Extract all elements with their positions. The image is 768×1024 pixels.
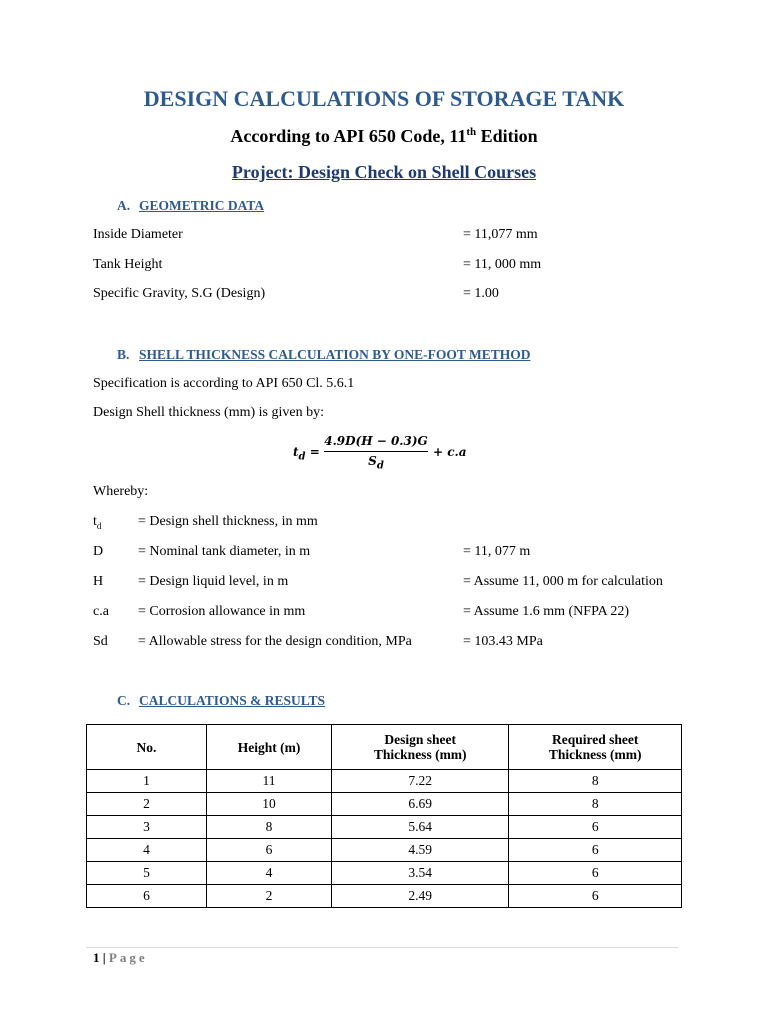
table-row [87, 793, 682, 816]
whereby-label: Whereby: [93, 484, 149, 499]
formula-lhs-symbol: t [293, 445, 299, 459]
def-symbol-td [93, 514, 101, 531]
table-header-row [87, 725, 682, 770]
geo-value-diameter: = 11,077 mm [463, 227, 538, 242]
project-title: Project: Design Check on Shell Courses [231, 162, 537, 182]
subtitle-suffix: Edition [476, 126, 538, 146]
formula-tail: + c.a [433, 445, 467, 459]
section-c-heading [117, 693, 325, 709]
def-desc-h: = Design liquid level, in m [138, 574, 289, 589]
cell-height: 6 [206, 839, 331, 862]
formula-den-symbol: S [368, 454, 377, 468]
cell-height: 11 [206, 770, 331, 793]
section-a-heading [117, 198, 264, 214]
def-value-h: = Assume 11, 000 m for calculation [463, 574, 663, 589]
cell-no: 1 [87, 770, 207, 793]
table-row [87, 839, 682, 862]
def-symbol-ca: c.a [93, 604, 109, 619]
document-title: DESIGN CALCULATIONS OF STORAGE TANK [143, 86, 625, 111]
cell-design: 2.49 [332, 885, 509, 908]
geo-label-height: Tank Height [93, 257, 163, 272]
cell-height: 10 [206, 793, 331, 816]
formula-equals: = [305, 445, 320, 459]
section-b-heading [117, 347, 530, 363]
formula-intro: Design Shell thickness (mm) is given by: [93, 405, 324, 420]
cell-design: 4.59 [332, 839, 509, 862]
header-height: Height (m) [206, 725, 331, 770]
cell-height: 4 [206, 862, 331, 885]
formula-denominator [324, 454, 428, 471]
def-symbol-td-main: t [93, 514, 97, 529]
cell-design: 6.69 [332, 793, 509, 816]
def-value-ca: = Assume 1.6 mm (NFPA 22) [463, 604, 630, 619]
formula-numerator [324, 434, 428, 448]
formula-numerator-text: 4.9D(H − 0.3)G [324, 434, 428, 448]
table-row [87, 816, 682, 839]
section-a-title: GEOMETRIC DATA [139, 198, 265, 213]
cell-design: 7.22 [332, 770, 509, 793]
formula-fraction-bar [324, 451, 428, 452]
def-symbol-d: D [93, 544, 104, 559]
def-desc-ca: = Corrosion allowance in mm [138, 604, 306, 619]
subtitle-sup: th [466, 126, 477, 138]
def-desc-td: = Design shell thickness, in mm [138, 514, 318, 529]
results-table [86, 724, 682, 908]
footer-separator: | [99, 950, 109, 965]
header-design-thickness: Design sheet Thickness (mm) [332, 725, 509, 770]
cell-required: 6 [509, 839, 682, 862]
document-subtitle [0, 126, 768, 147]
cell-height: 8 [206, 816, 331, 839]
def-symbol-td-sub: d [96, 520, 102, 531]
cell-required: 8 [509, 793, 682, 816]
spec-text: Specification is according to API 650 Cl. 5.6.1 [93, 376, 355, 391]
geo-value-height: = 11, 000 mm [463, 257, 542, 272]
formula-lhs-sub: d [298, 451, 306, 463]
def-symbol-sd: Sd [93, 634, 108, 649]
cell-required: 6 [509, 862, 682, 885]
cell-no: 5 [87, 862, 207, 885]
def-value-d: = 11, 077 m [463, 544, 531, 559]
section-c-title: CALCULATIONS & RESULTS [139, 693, 326, 708]
table-row [87, 885, 682, 908]
cell-design: 3.54 [332, 862, 509, 885]
geo-value-gravity: = 1.00 [463, 286, 499, 301]
subtitle-prefix: According to API 650 Code, 11 [230, 126, 467, 146]
header-required-thickness: Required sheet Thickness (mm) [509, 725, 682, 770]
thickness-formula [293, 434, 493, 474]
cell-no: 4 [87, 839, 207, 862]
header-no: No. [87, 725, 207, 770]
table-row [87, 862, 682, 885]
footer-page-number: 1 [93, 950, 100, 965]
cell-no: 3 [87, 816, 207, 839]
footer-divider [86, 947, 678, 948]
cell-required: 6 [509, 885, 682, 908]
section-c-letter: C. [117, 693, 131, 708]
cell-no: 6 [87, 885, 207, 908]
geo-label-gravity: Specific Gravity, S.G (Design) [93, 286, 266, 301]
section-a-letter: A. [117, 198, 131, 213]
def-desc-d: = Nominal tank diameter, in m [138, 544, 311, 559]
formula-den-sub: d [376, 460, 384, 472]
page-footer [93, 950, 148, 966]
cell-no: 2 [87, 793, 207, 816]
section-b-letter: B. [117, 347, 130, 362]
def-desc-sd: = Allowable stress for the design condition, MPa [138, 634, 412, 649]
geo-label-diameter: Inside Diameter [93, 227, 183, 242]
footer-page-label: Page [108, 950, 148, 965]
cell-design: 5.64 [332, 816, 509, 839]
cell-height: 2 [206, 885, 331, 908]
cell-required: 6 [509, 816, 682, 839]
def-symbol-h: H [93, 574, 104, 589]
cell-required: 8 [509, 770, 682, 793]
table-row [87, 770, 682, 793]
formula-lhs [293, 445, 320, 462]
section-b-title: SHELL THICKNESS CALCULATION BY ONE-FOOT METHOD [139, 347, 531, 362]
def-value-sd: = 103.43 MPa [463, 634, 543, 649]
